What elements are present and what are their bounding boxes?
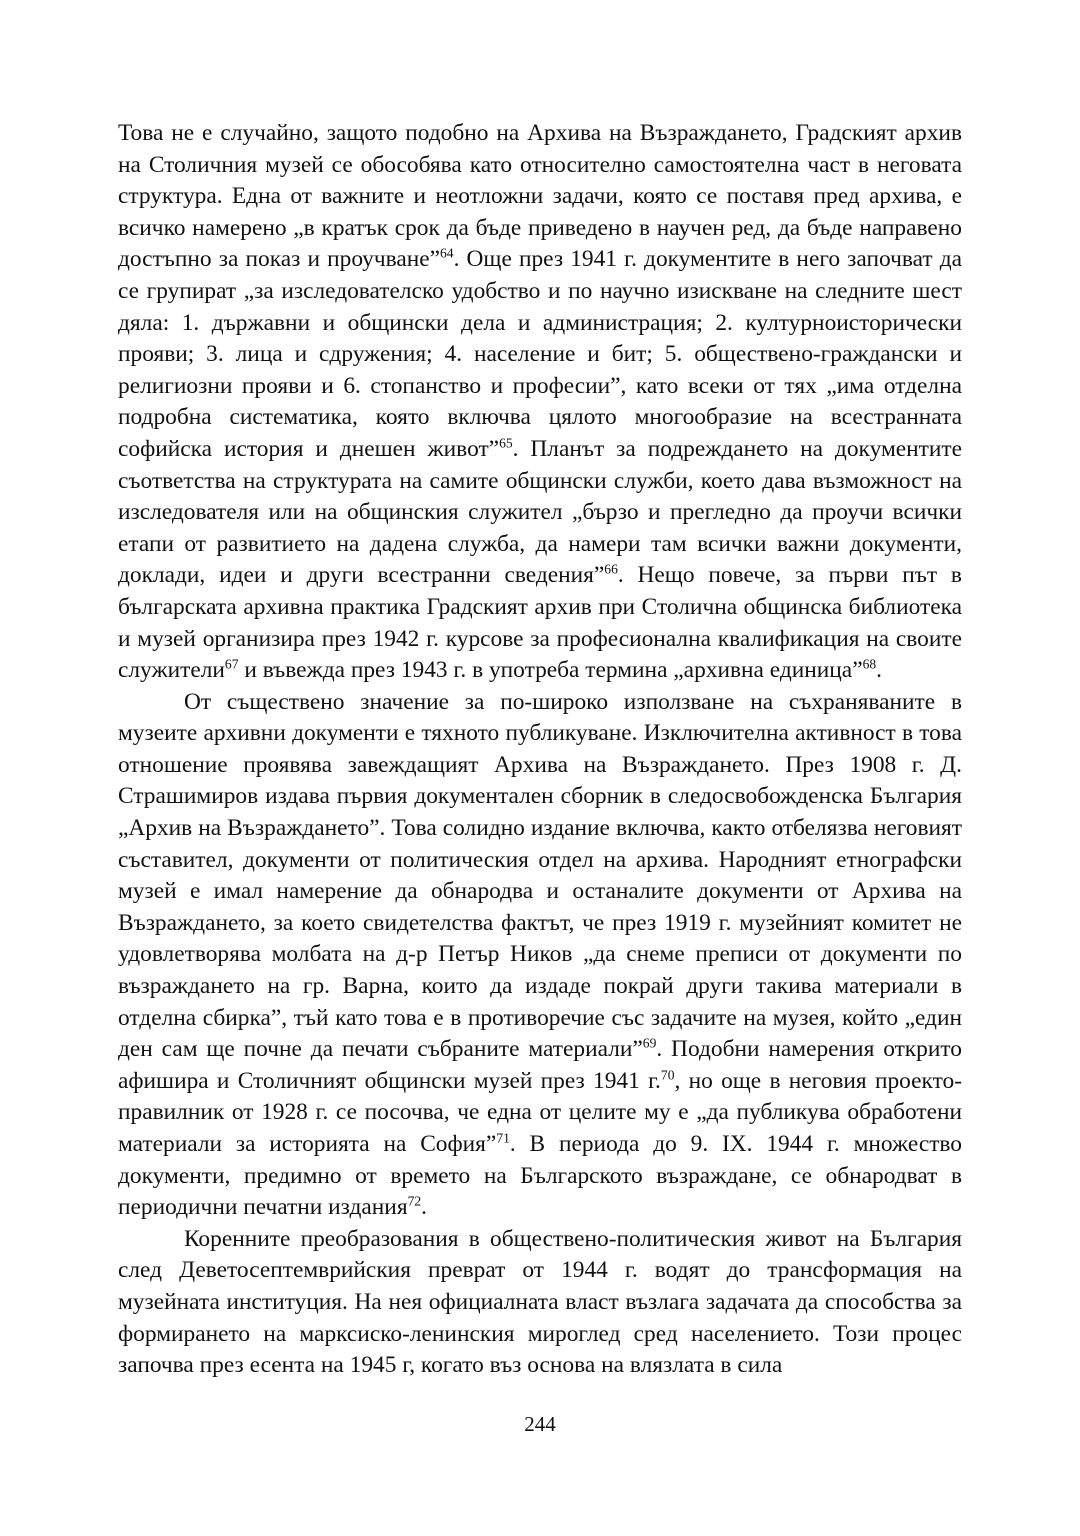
body-text [118,118,962,1382]
paragraph-text: . Планът за подреждането на документите съответства на структурата на самите общински служби, което дава възможност на изследователя или на общинския служител „бързо и прегледно да проучи всички етапи от развитието на дадена служба, да намери там всички важни документи, доклади, идеи и други всестранни сведения” [118,435,962,589]
footnote-ref: 70 [660,1067,675,1083]
paragraph-text: . Подобни намерения открито афишира и Столичният общински музей през 1941 г. [118,1036,962,1094]
paragraph-text: . [876,657,882,684]
footnote-ref: 66 [604,561,618,577]
paragraph-text: и въвежда през 1943 г. в употреба термина „архивна единица” [238,657,863,684]
paragraph-p2 [118,687,962,1224]
paragraph-p3 [118,1224,962,1382]
footnote-ref: 64 [440,245,454,261]
paragraph-text: . Още през 1941 г. документите в него започват да се групират „за изследователско удобство и по научно изискване на следните шест дяла: 1. държавни и общински дела и администрация; 2. културноисторически прояви; 3. лица и сдружения; 4. население и бит; 5. обществено-граждански и религиозни прояви и 6. стопанство и професии”, като всеки от тях „има отделна подробна систематика, която включва цялото многообразие на всестранната софийска история и днешен живот” [118,246,962,462]
paragraph-text: Това не е случайно, защото подобно на Архива на Възраждането, Градският архив на Столичния музей се обособява като относително самостоятелна част в неговата структура. Една от важните и неотложни задачи, която се поставя пред архива, е всичко намерено „в кратък срок да бъде приведено в научен ред, да бъде направено достъпно за показ и проучване” [118,120,962,273]
footnote-ref: 65 [499,435,513,451]
footnote-ref: 71 [496,1130,510,1146]
page-number: 244 [524,1412,556,1436]
footnote-ref: 69 [642,1035,657,1051]
paragraph-text: . Нещо повече, за първи път в българската архивна практика Градският архив при Столична общинска библиотека и музей организира през 1942 г. курсове за професионална квалификация на своите служители [118,562,962,684]
paragraph-p1 [118,118,962,687]
paragraph-text: От съществено значение за по-широко използване на съхраняваните в музеите архивни документи е тяхното публикуване. Изключителна активност в това отношение проявява завеждащият Архива на Възраждането. През 1908 г. Д. Страшимиров издава първия документален сборник в следосвобожденска България „Архив на Възраждането”. Това солидно издание включва, както отбелязва неговият съставител, документи от политическия отдел на архива. Народният етнографски музей е имал намерение да обнародва и останалите документи от Архива на Възраждането, за което свидетелства фактът, че през 1919 г. музейният комитет не удовлетворява молбата на д-р Петър Ников „да снеме преписи от документи по възраждането на гр. Варна, които да издаде покрай други такива материали в отделна сбирка”, тъй като това е в противоречие със задачите на музея, който „един ден сам ще почне да печати събраните материали” [118,688,962,1063]
paragraph-text: Коренните преобразования в обществено-политическия живот на България след Деветосептемврийския преврат от 1944 г. водят до трансформация на музейната институция. На нея официалната власт възлага задачата да способства за формирането на марксиско-ленинския мироглед сред населението. Този процес започва през есента на 1945 г, когато въз основа на влязлата в сила [118,1225,962,1379]
footnote-ref: 72 [407,1193,422,1209]
paragraph-text: , но още в неговия проекто-правилник от 1928 г. се посочва, че една от целите му е „да публикува обработени материали за историята на София” [118,1067,962,1157]
paragraph-text: . В периода до 9. IX. 1944 г. множество документи, предимно от времето на Българското възраждане, се обнародват в периодични печатни издания [118,1131,962,1221]
paragraph-text: . [421,1194,427,1221]
footnote-ref: 67 [224,656,239,672]
footnote-ref: 68 [862,656,877,672]
